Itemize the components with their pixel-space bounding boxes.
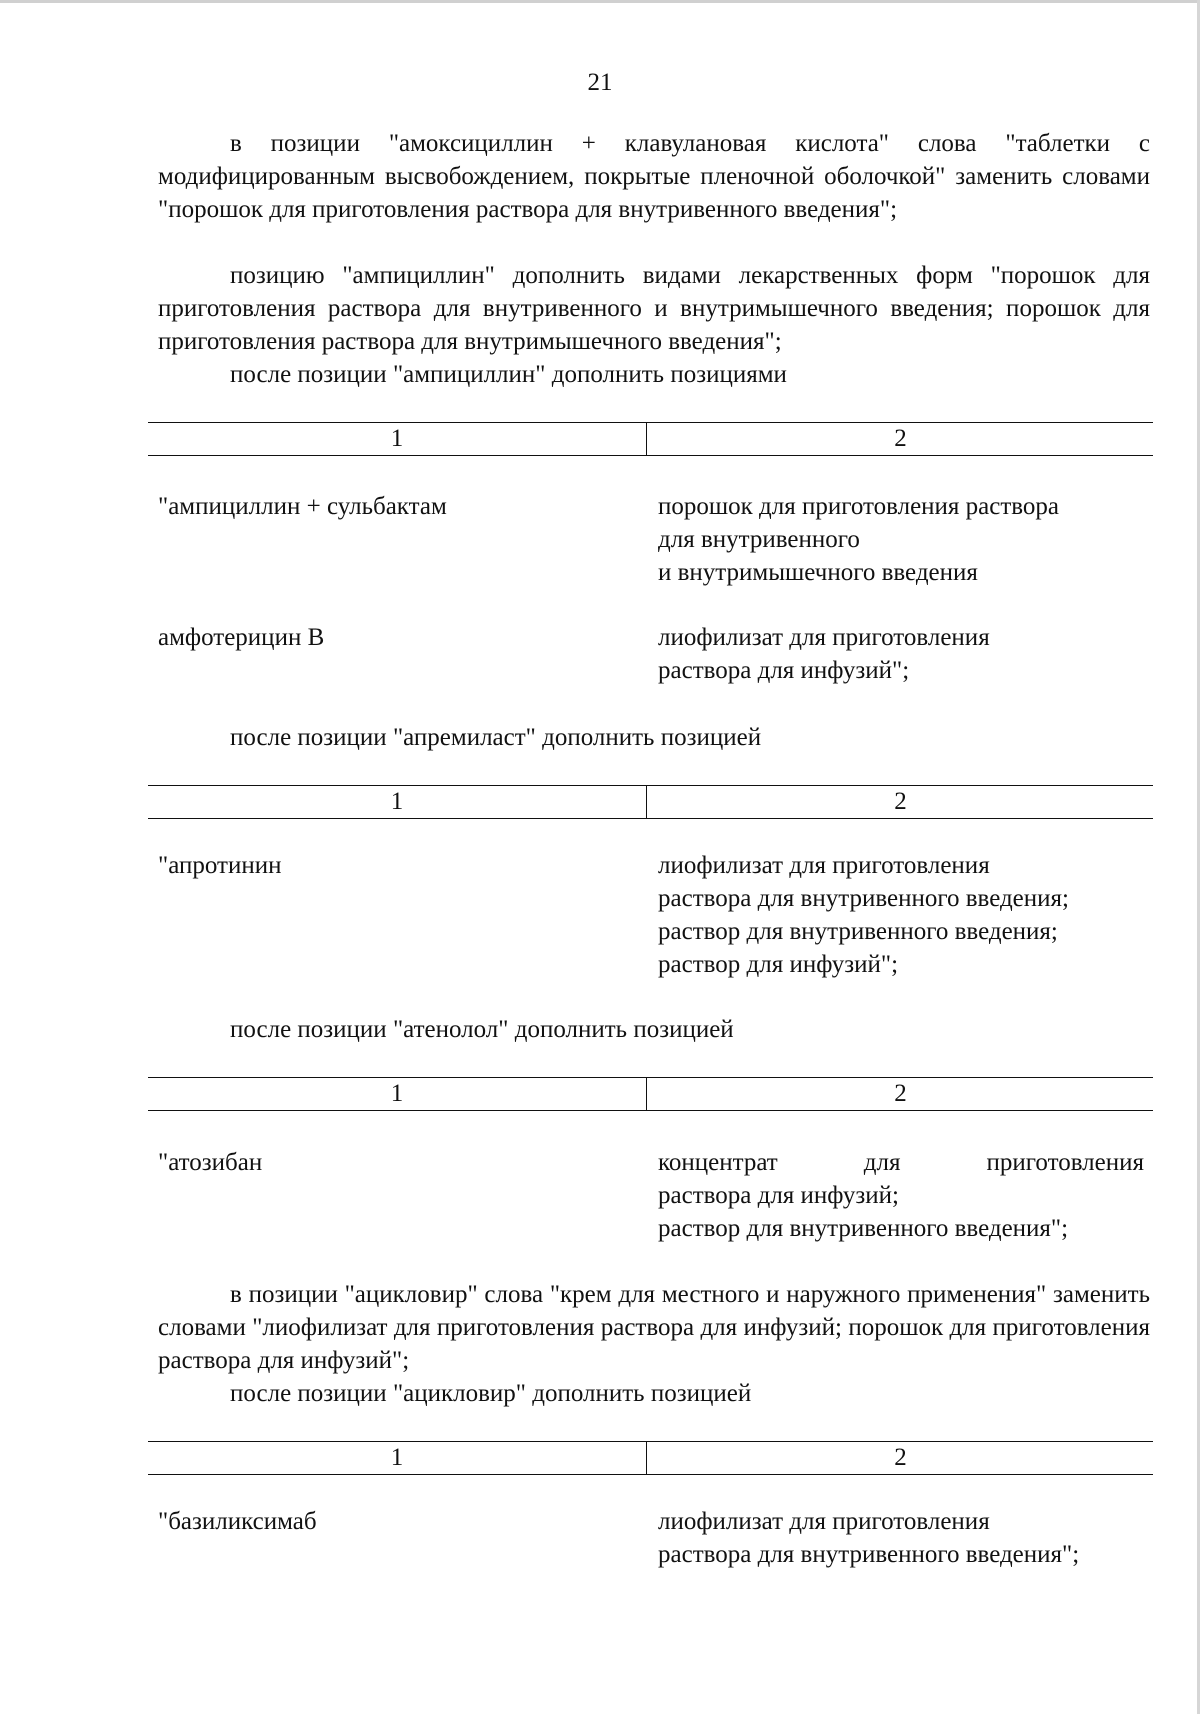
form-line: концентрат для приготовления (658, 1149, 1144, 1176)
form-line: раствора для инфузий; (658, 1182, 899, 1209)
table-2-row-1-name: "апротинин (158, 852, 282, 879)
table-3-row-1-forms (658, 1146, 1144, 1245)
table-1-row-1-forms (658, 490, 1059, 589)
table-4-row-1-forms (658, 1505, 1079, 1571)
form-line: и внутримышечного введения (658, 559, 978, 586)
form-line: для внутривенного (658, 526, 860, 553)
table-header-col-2: 2 (894, 425, 907, 452)
form-line: раствор для внутривенного введения"; (658, 1215, 1069, 1242)
table-header-col-1: 1 (390, 425, 404, 452)
paragraph-after-atenolol: после позиции "атенолол" дополнить позицией (230, 1016, 734, 1043)
table-1-row-1-name: "ампициллин + сульбактам (158, 493, 447, 520)
table-1-row-2-forms (658, 621, 990, 687)
table-header-4 (148, 1441, 1153, 1475)
form-line: лиофилизат для приготовления (658, 624, 990, 651)
table-header-col-1: 1 (390, 788, 404, 815)
table-header-divider (646, 1442, 647, 1474)
paragraph-after-acyclovir: после позиции "ацикловир" дополнить позицией (230, 1380, 752, 1407)
form-line: раствора для инфузий"; (658, 657, 910, 684)
page-edge-top (0, 0, 1200, 3)
table-header-col-2: 2 (894, 1080, 907, 1107)
table-header-col-2: 2 (894, 1444, 907, 1471)
paragraph-amoxicillin: в позиции "амоксициллин + клавулановая кислота" слова "таблетки с модифицированным высвобождением, покрытые пленочной оболочкой" заменить словами "порошок для приготовления раствора для внутривенного введения"; (158, 130, 1150, 223)
paragraph-ampicillin-forms: позицию "ампициллин" дополнить видами лекарственных форм "порошок для приготовления раствора для внутривенного и внутримышечного введения; порошок для приготовления раствора для внутримышечного введения"; (158, 262, 1150, 355)
paragraph-after-ampicillin: после позиции "ампициллин" дополнить позициями (230, 361, 787, 388)
table-1-row-2-name: амфотерицин B (158, 624, 325, 651)
page-number: 21 (587, 69, 613, 96)
form-line: лиофилизат для приготовления (658, 852, 990, 879)
table-2-row-1-forms (658, 849, 1069, 981)
form-line: раствора для внутривенного введения"; (658, 1541, 1080, 1568)
table-header-col-1: 1 (390, 1080, 404, 1107)
table-header-divider (646, 1078, 647, 1110)
paragraph-acyclovir: в позиции "ацикловир" слова "крем для местного и наружного применения" заменить словами "лиофилизат для приготовления раствора для инфузий; порошок для приготовления раствора для инфузий"; (158, 1281, 1150, 1374)
paragraph-after-apremilast: после позиции "апремиласт" дополнить позицией (230, 724, 762, 751)
table-4-row-1-name: "базиликсимаб (158, 1508, 317, 1535)
table-header-divider (646, 786, 647, 818)
table-header-3 (148, 1077, 1153, 1111)
table-header-2 (148, 785, 1153, 819)
table-header-1 (148, 422, 1153, 456)
form-line: раствор для внутривенного введения; (658, 918, 1058, 945)
table-3-row-1-name: "атозибан (158, 1149, 263, 1176)
form-line: раствора для внутривенного введения; (658, 885, 1069, 912)
form-line: раствор для инфузий"; (658, 951, 899, 978)
table-header-col-1: 1 (390, 1444, 404, 1471)
table-header-col-2: 2 (894, 788, 907, 815)
table-header-divider (646, 423, 647, 455)
form-line: лиофилизат для приготовления (658, 1508, 990, 1535)
form-line: порошок для приготовления раствора (658, 493, 1060, 520)
